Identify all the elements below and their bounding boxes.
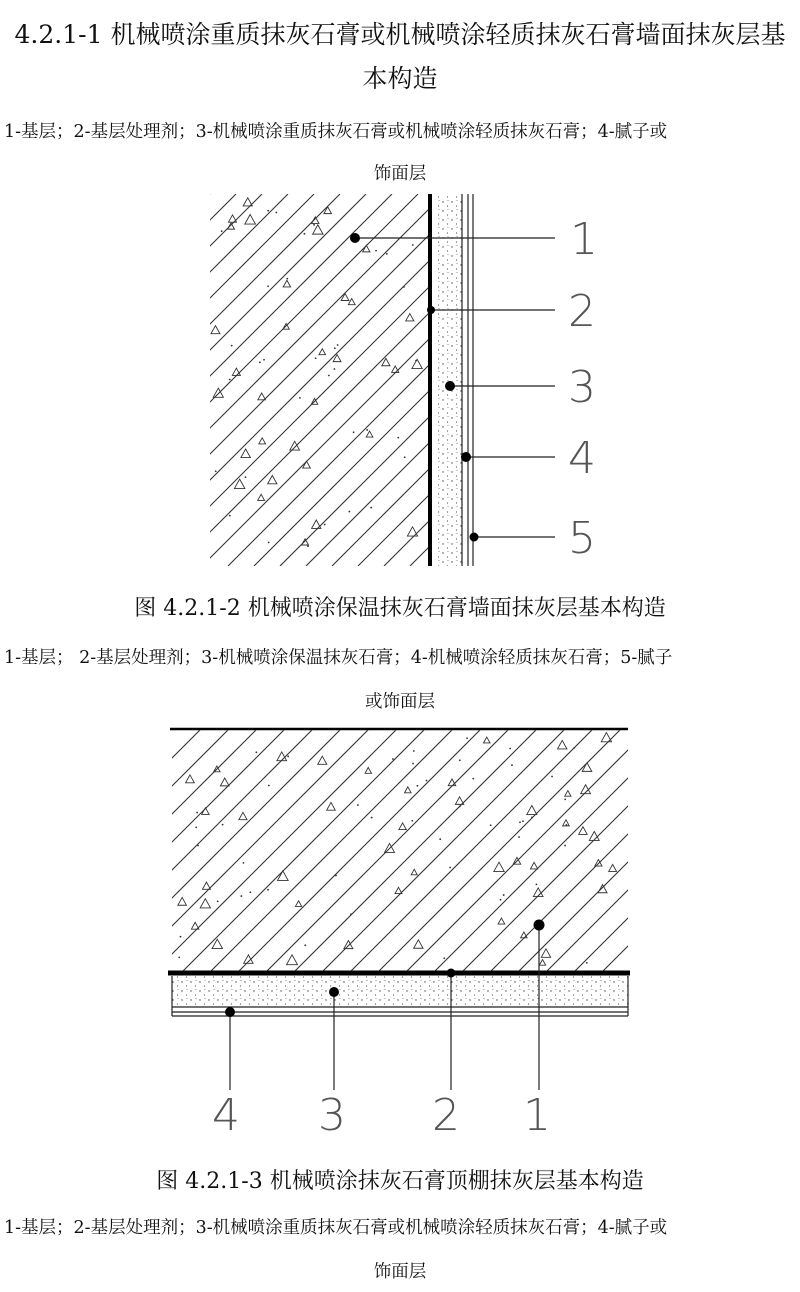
figure1-legend-line2: 饰面层 — [373, 164, 427, 184]
figure3-label-1: 1 — [523, 1090, 551, 1138]
figure2-label-3: 3 — [568, 362, 596, 413]
figure3-legend-line1: 1-基层；2-基层处理剂；3-机械喷涂重质抹灰石膏或机械喷涂轻质抹灰石膏；4-腻子或 — [4, 1218, 668, 1238]
figure2-caption: 图 4.2.1-2 机械喷涂保温抹灰石膏墙面抹灰层基本构造 — [134, 596, 666, 621]
base-layer-aggregate — [211, 198, 422, 547]
figure1-title-line1: 4.2.1-1 机械喷涂重质抹灰石膏或机械喷涂轻质抹灰石膏墙面抹灰层基 — [14, 20, 786, 49]
base-layer-aggregate — [178, 733, 617, 966]
figure2-legend-line1: 1-基层； 2-基层处理剂；3-机械喷涂保温抹灰石膏；4-机械喷涂轻质抹灰石膏；5-腻子 — [4, 648, 673, 668]
figure2-legend-line2: 或饰面层 — [365, 692, 435, 712]
figure3-label-3: 3 — [318, 1090, 346, 1138]
figure3-label-4: 4 — [212, 1090, 240, 1138]
base-layer-hatching — [0, 730, 800, 972]
figure3-legend-line2: 饰面层 — [373, 1262, 427, 1282]
figure1-title-line2: 本构造 — [362, 64, 438, 93]
figure1-legend-line1: 1-基层；2-基层处理剂；3-机械喷涂重质抹灰石膏或机械喷涂轻质抹灰石膏；4-腻子或 — [4, 122, 668, 142]
figure2-label-2: 2 — [568, 286, 596, 337]
figure3-caption: 图 4.2.1-3 机械喷涂抹灰石膏顶棚抹灰层基本构造 — [156, 1169, 644, 1194]
base-layer-hatching — [0, 194, 800, 566]
figure3-label-2: 2 — [432, 1090, 460, 1138]
figure2-label-4: 4 — [568, 433, 596, 484]
insulation-plaster-layer — [436, 194, 462, 566]
plaster-layer — [172, 976, 628, 1006]
figure3-diagram — [0, 718, 800, 1138]
figure2-diagram — [0, 190, 800, 570]
figure2-label-1: 1 — [570, 214, 598, 265]
figure2-label-5: 5 — [568, 513, 596, 564]
